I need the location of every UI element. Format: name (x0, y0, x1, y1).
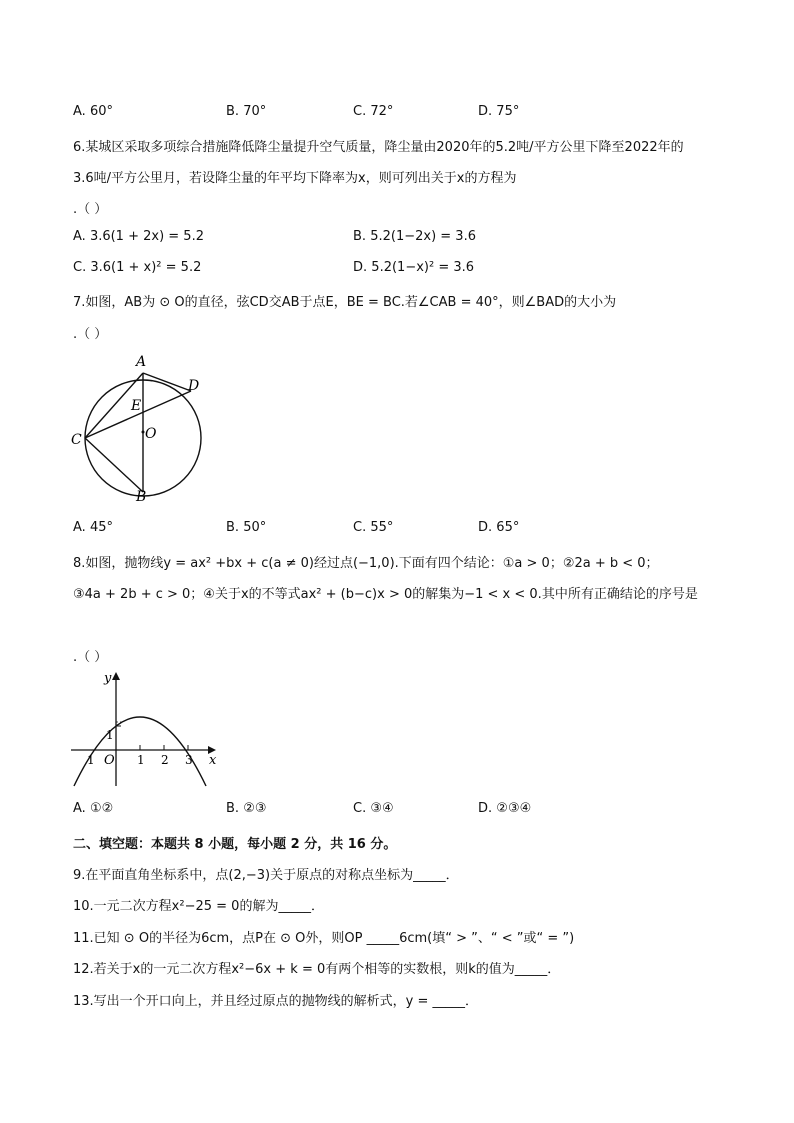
q6-option-a: A. 3.6(1 + 2x) = 5.2 (73, 229, 204, 244)
q13: 13.写出一个开口向上，并且经过原点的抛物线的解析式，y = _____． (73, 994, 479, 1009)
label-y: y (104, 671, 112, 686)
label-a: A (136, 354, 147, 370)
label-d: D (188, 378, 200, 394)
section-2-heading: 二、填空题：本题共 8 小题，每小题 2 分，共 16 分。 (73, 837, 397, 852)
q6-option-d: D. 5.2(1−x)² = 3.6 (353, 260, 475, 275)
q8-stem-line1: 8.如图，抛物线y = ax² +bx + c(a ≠ 0)经过点(−1,0).下面有四个结论：①a > 0；②2a + b < 0； (73, 556, 659, 571)
q8-parabola-figure (66, 668, 226, 792)
q7-answer-paren: .（ ） (73, 327, 108, 342)
q7-option-b: B. 50° (226, 520, 267, 535)
q7-circle-figure (65, 352, 215, 504)
tick-label-3: 3 (185, 753, 193, 767)
q8-answer-paren: .（ ） (73, 650, 108, 665)
y-axis-arrow (112, 672, 120, 680)
label-b: B (136, 489, 147, 504)
q7-option-c: C. 55° (353, 520, 394, 535)
q5-option-d: D. 75° (478, 104, 520, 119)
q9: 9.在平面直角坐标系中，点(2,−3)关于原点的对称点坐标为_____． (73, 868, 459, 883)
q8-stem-line2: ③4a + 2b + c > 0；④关于x的不等式ax² + (b−c)x > 0的解集为−1 < x < 0.其中所有正确结论的序号是 (73, 587, 698, 602)
q5-option-c: C. 72° (353, 104, 394, 119)
label-o: O (145, 426, 157, 442)
q8-option-c: C. ③④ (353, 801, 394, 816)
label-e: E (131, 398, 142, 414)
q7-option-a: A. 45° (73, 520, 113, 535)
q6-stem-line2: 3.6吨/平方公里月，若设降尘量的年平均下降率为x，则可列出关于x的方程为 (73, 171, 517, 186)
q6-answer-paren: .（ ） (73, 202, 108, 217)
q8-option-b: B. ②③ (226, 801, 267, 816)
q7-stem: 7.如图，AB为 ⊙ O的直径，弦CD交AB于点E，BE = BC.若∠CAB = 40°，则∠BAD的大小为 (73, 295, 617, 310)
q10: 10.一元二次方程x²−25 = 0的解为_____． (73, 899, 324, 914)
q8-option-d: D. ②③④ (478, 801, 532, 816)
parabola-curve (74, 717, 206, 786)
q8-option-a: A. ①② (73, 801, 114, 816)
label-origin: O (104, 753, 115, 768)
label-c: C (71, 432, 82, 448)
q12: 12.若关于x的一元二次方程x²−6x + k = 0有两个相等的实数根，则k的值为_____． (73, 962, 561, 977)
q5-option-a: A. 60° (73, 104, 113, 119)
q6-option-c: C. 3.6(1 + x)² = 5.2 (73, 260, 202, 275)
segment-cb (85, 438, 143, 492)
tick-label-neg1: 1 (87, 753, 95, 767)
q6-option-b: B. 5.2(1−2x) = 3.6 (353, 229, 476, 244)
q6-stem-line1: 6.某城区采取多项综合措施降低降尘量提升空气质量，降尘量由2020年的5.2吨/平方公里下降至2022年的 (73, 140, 684, 155)
q7-option-d: D. 65° (478, 520, 520, 535)
segment-ad (143, 373, 191, 391)
q11: 11.已知 ⊙ O的半径为6cm，点P在 ⊙ O外，则OP _____6cm(填“ > ”、“ < ”或“ = ”) (73, 931, 575, 946)
q5-option-b: B. 70° (226, 104, 267, 119)
tick-label-y1: 1 (106, 728, 114, 742)
tick-label-1: 1 (137, 753, 145, 767)
label-x: x (209, 753, 217, 768)
tick-label-2: 2 (161, 753, 169, 767)
